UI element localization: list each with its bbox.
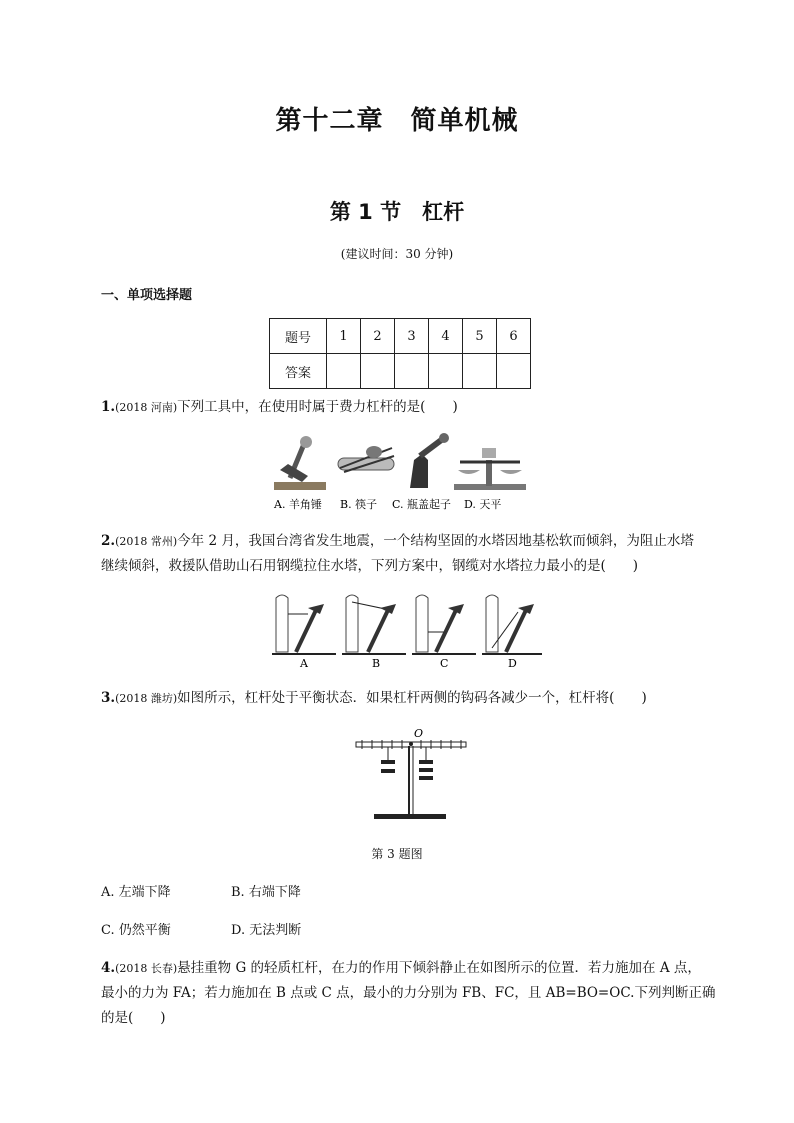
q3-lever-figure — [352, 726, 472, 826]
answer-cell[interactable] — [463, 354, 497, 389]
question-number: 1. — [101, 399, 116, 415]
option-label: C — [440, 657, 449, 670]
chapter-title: 第十二章 简单机械 — [275, 106, 519, 136]
option-label: D — [508, 657, 517, 670]
part-heading: 一、单项选择题 — [101, 288, 193, 303]
answer-cell[interactable] — [429, 354, 463, 389]
claw-hammer-image — [274, 436, 326, 490]
option-label: D. 天平 — [464, 498, 502, 511]
option-label: B — [372, 657, 381, 670]
question-source: (2018 常州) — [115, 535, 178, 548]
q1-tools-figure — [268, 430, 528, 512]
question-4 — [101, 956, 721, 1031]
right-weights — [419, 747, 433, 780]
question-3 — [101, 686, 721, 711]
option-a-diagram — [272, 595, 336, 654]
answer-cell[interactable] — [361, 354, 395, 389]
question-text: 下列工具中，在使用时属于费力杠杆的是( ) — [177, 399, 458, 415]
suggested-time: (建议时间：30 分钟) — [340, 247, 454, 261]
question-source: (2018 长春) — [115, 962, 178, 975]
question-number: 5 — [463, 319, 497, 354]
question-line: 最小的力为 FA；若力施加在 B 点或 C 点，最小的力分别为 FB、FC，且 AB=BO=OC.下列判断正确的是( ) — [101, 985, 716, 1026]
option-b-diagram — [342, 595, 406, 654]
answer-table-header-row — [270, 319, 531, 354]
option-d-diagram — [482, 595, 542, 654]
question-number: 3 — [395, 319, 429, 354]
option-label: C. 瓶盖起子 — [392, 498, 452, 511]
chopsticks-image — [338, 446, 394, 472]
option-label: A. 羊角锤 — [274, 498, 322, 511]
pivot-label: O — [414, 727, 424, 740]
option-c[interactable]: C. 仍然平衡 — [101, 923, 171, 938]
answer-cell[interactable] — [327, 354, 361, 389]
question-number: 4 — [429, 319, 463, 354]
answer-table-answer-row — [270, 354, 531, 389]
option-label: A — [300, 657, 308, 670]
pivot-point — [409, 742, 413, 746]
option-a[interactable]: A. 左端下降 — [101, 885, 171, 900]
left-weights — [381, 747, 395, 773]
option-b[interactable]: B. 右端下降 — [231, 885, 301, 900]
question-2 — [101, 529, 721, 579]
option-label: B. 筷子 — [340, 498, 378, 511]
question-1 — [101, 395, 721, 420]
option-d[interactable]: D. 无法判断 — [231, 923, 302, 938]
q2-water-tower-figure — [272, 592, 542, 670]
question-source: (2018 河南) — [115, 401, 178, 414]
question-line — [101, 529, 721, 554]
question-text: 悬挂重物 G 的轻质杠杆，在力的作用下倾斜静止在如图所示的位置．若力施加在 A 点， — [177, 960, 701, 976]
option-c-diagram — [412, 595, 476, 654]
answer-cell[interactable] — [497, 354, 531, 389]
bottle-opener-image — [410, 433, 449, 488]
answer-cell[interactable] — [395, 354, 429, 389]
section-title: 第 1 节 杠杆 — [329, 200, 465, 224]
question-line — [101, 956, 721, 981]
balance-scale-image — [454, 448, 526, 490]
question-number: 2. — [101, 533, 116, 549]
question-text: 今年 2 月，我国台湾省发生地震，一个结构坚固的水塔因地基松软而倾斜，为阻止水塔 — [177, 533, 694, 549]
question-number: 3. — [101, 690, 116, 706]
stand-base — [374, 814, 446, 819]
table-header-label: 题号 — [270, 319, 327, 354]
question-number: 1 — [327, 319, 361, 354]
figure-caption: 第 3 题图 — [371, 847, 423, 861]
question-number: 6 — [497, 319, 531, 354]
question-number: 4. — [101, 960, 116, 976]
answer-row-label: 答案 — [270, 354, 327, 389]
question-source: (2018 潍坊) — [115, 692, 178, 705]
answer-table — [269, 318, 531, 389]
question-text: 如图所示，杠杆处于平衡状态．如果杠杆两侧的钩码各减少一个，杠杆将( ) — [177, 690, 647, 706]
question-line: 继续倾斜，救援队借助山石用钢缆拉住水塔，下列方案中，钢缆对水塔拉力最小的是( ) — [101, 558, 639, 574]
question-number: 2 — [361, 319, 395, 354]
